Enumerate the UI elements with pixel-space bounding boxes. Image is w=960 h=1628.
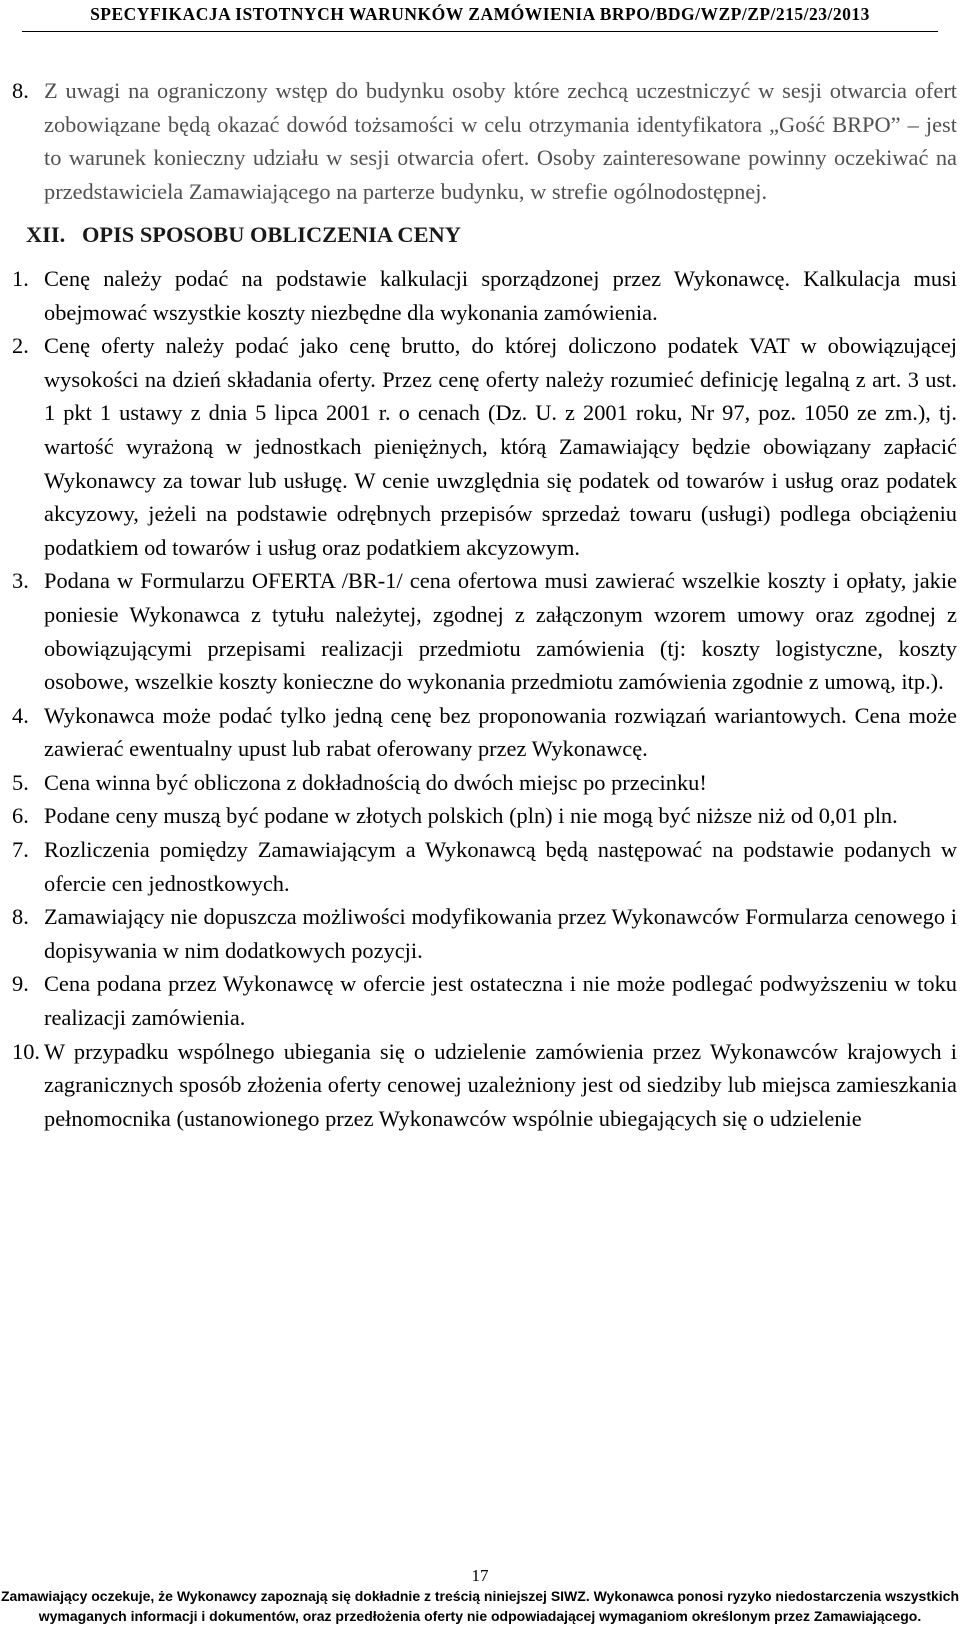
page-number: 17 xyxy=(471,1566,489,1585)
list-item-text: W przypadku wspólnego ubiegania się o udzielenie zamówienia przez Wykonawców krajowych i zagranicznych sposób złożenia oferty cenowej uzależniony jest od siedziby lub miejsca zamieszkania pełnomocnika (ustanowionego przez Wykonawców wspólnie ubiegających się o udzielenie xyxy=(44,1038,957,1131)
list-item-number: 1. xyxy=(12,265,29,291)
list-item xyxy=(12,799,957,833)
list-item-number: 2. xyxy=(12,333,29,359)
list-item-text: Cenę należy podać na podstawie kalkulacji sporządzonej przez Wykonawcę. Kalkulacja musi obejmować wszystkie koszty niezbędne dla wykonania zamówienia. xyxy=(44,265,957,325)
document-body xyxy=(12,74,957,1135)
document-header: SPECYFIKACJA ISTOTNYCH WARUNKÓW ZAMÓWIENIA BRPO/BDG/WZP/ZP/215/23/2013 xyxy=(90,4,870,24)
price-rules-list xyxy=(12,262,957,1135)
section-title: OPIS SPOSOBU OBLICZENIA CENY xyxy=(82,222,461,248)
list-item xyxy=(12,967,957,1034)
list-item xyxy=(12,1035,957,1136)
list-item-number: 8. xyxy=(12,78,29,103)
list-item-text: Podane ceny muszą być podane w złotych polskich (pln) i nie mogą być niższe niż od 0,01 pln. xyxy=(44,803,898,829)
section-number: XII. xyxy=(26,222,66,248)
list-item xyxy=(12,766,957,800)
list-item xyxy=(12,699,957,766)
list-item xyxy=(12,262,957,329)
list-item-text: Cena podana przez Wykonawcę w ofercie jest ostateczna i nie może podlegać podwyższeniu w toku realizacji zamówienia. xyxy=(44,971,957,1031)
list-item-number: 7. xyxy=(12,837,29,863)
footer-line-2: wymaganych informacji i dokumentów, oraz przedłożenia oferty nie odpowiadającej wymaganiom określonym przez Zamawiającego. xyxy=(38,1608,922,1624)
list-item-number: 3. xyxy=(12,568,29,594)
list-item-number: 5. xyxy=(12,769,29,795)
list-item xyxy=(12,900,957,967)
list-item-number: 8. xyxy=(12,904,29,930)
page-footer xyxy=(0,1586,960,1626)
list-item-text: Z uwagi na ograniczony wstęp do budynku osoby które zechcą uczestniczyć w sesji otwarcia ofert zobowiązane będą okazać dowód tożsamości w celu otrzymania identyfikatora „Gość BRPO” – jest to warunek konieczny udziału w sesji otwarcia ofert. Osoby zainteresowane powinny oczekiwać na przedstawiciela Zamawiającego na parterze budynku, w strefie ogólnodostępnej. xyxy=(44,78,957,204)
list-item xyxy=(12,564,957,698)
footer-line-1: Zamawiający oczekuje, że Wykonawcy zapoznają się dokładnie z treścią niniejszej SIWZ. Wykonawca ponosi ryzyko niedostarczenia wszystkich xyxy=(0,1588,960,1604)
list-item-text: Cena winna być obliczona z dokładnością do dwóch miejsc po przecinku! xyxy=(44,769,707,795)
list-item-text: Podana w Formularzu OFERTA /BR-1/ cena ofertowa musi zawierać wszelkie koszty i opłaty, jakie poniesie Wykonawca z tytułu należytej, zgodnej z załączonym wzorem umowy oraz zgodnej z obowiązującymi przepisami realizacji przedmiotu zamówienia (tj: koszty logistyczne, koszty osobowe, wszelkie koszty konieczne do wykonania przedmiotu zamówienia zgodnie z umową, itp.). xyxy=(44,568,957,695)
list-item xyxy=(12,329,957,564)
list-item-number: 10. xyxy=(12,1038,40,1064)
list-item-text: Cenę oferty należy podać jako cenę brutto, do której doliczono podatek VAT w obowiązującej wysokości na dzień składania oferty. Przez cenę oferty należy rozumieć definicję legalną z art. 3 ust. 1 pkt 1 ustawy z dnia 5 lipca 2001 r. o cenach (Dz. U. z 2001 roku, Nr 97, poz. 1050 ze zm.), tj. wartość wyrażoną w jednostkach pieniężnych, którą Zamawiający będzie obowiązany zapłacić Wykonawcy za towar lub usługę. W cenie uwzględnia się podatek od towarów i usług oraz podatek akcyzowy, jeżeli na podstawie odrębnych przepisów sprzedaż towaru (usługi) podlega obciążeniu podatkiem od towarów i usług oraz podatkiem akcyzowym. xyxy=(44,333,957,560)
list-item-number: 4. xyxy=(12,702,29,728)
header-divider xyxy=(22,31,938,32)
list-item-text: Zamawiający nie dopuszcza możliwości modyfikowania przez Wykonawców Formularza cenowego i dopisywania w nim dodatkowych pozycji. xyxy=(44,904,957,963)
list-item xyxy=(12,833,957,900)
list-item-intro xyxy=(12,74,957,208)
section-heading xyxy=(12,218,957,252)
list-item-number: 6. xyxy=(12,803,29,829)
list-item-text: Rozliczenia pomiędzy Zamawiającym a Wykonawcą będą następować na podstawie podanych w ofercie cen jednostkowych. xyxy=(44,837,957,896)
list-item-text: Wykonawca może podać tylko jedną cenę bez proponowania rozwiązań wariantowych. Cena może zawierać ewentualny upust lub rabat oferowany przez Wykonawcę. xyxy=(44,702,957,762)
list-item-number: 9. xyxy=(12,971,29,997)
